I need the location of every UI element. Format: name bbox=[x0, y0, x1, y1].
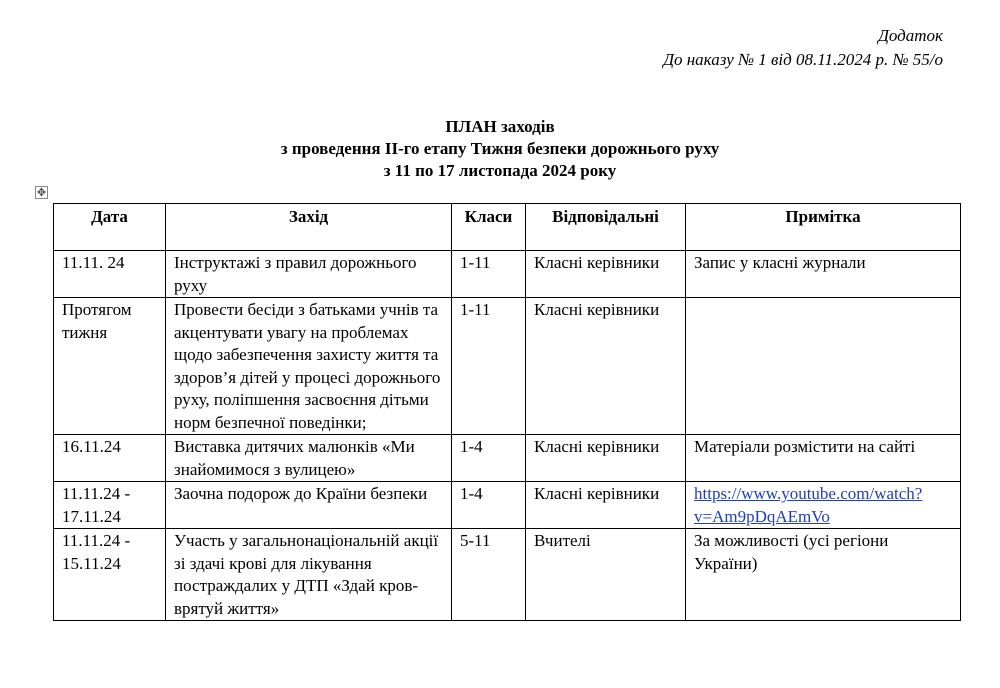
cell-note: За можливості (усі регіони України) bbox=[686, 529, 961, 621]
document-title bbox=[0, 116, 1000, 182]
header-responsible: Відповідальні bbox=[526, 204, 686, 251]
table-row bbox=[54, 435, 961, 482]
video-link[interactable]: https://www.youtube.com/watch?v=Am9pDqAEmVo bbox=[694, 484, 923, 526]
cell-event: Провести бесіди з батьками учнів та акцентувати увагу на проблемах щодо забезпечення захисту життя та здоров’я дітей у процесі дорожнього руху, поліпшення засвоєння дітьми норм безпечної поведінки; bbox=[166, 298, 452, 435]
table-row bbox=[54, 251, 961, 298]
cell-note: Матеріали розмістити на сайті bbox=[686, 435, 961, 482]
cell-note bbox=[686, 298, 961, 435]
header-event: Захід bbox=[166, 204, 452, 251]
table-row bbox=[54, 482, 961, 529]
table-row bbox=[54, 529, 961, 621]
header-classes: Класи bbox=[452, 204, 526, 251]
cell-date: 11.11.24 - 15.11.24 bbox=[54, 529, 166, 621]
cell-date: 11.11.24 - 17.11.24 bbox=[54, 482, 166, 529]
cell-note bbox=[686, 482, 961, 529]
plan-table bbox=[53, 203, 961, 621]
table-row bbox=[54, 298, 961, 435]
cell-responsible: Класні керівники bbox=[526, 435, 686, 482]
cell-classes: 1-11 bbox=[452, 298, 526, 435]
cell-responsible: Класні керівники bbox=[526, 298, 686, 435]
cell-date: 11.11. 24 bbox=[54, 251, 166, 298]
cell-event: Заочна подорож до Країни безпеки bbox=[166, 482, 452, 529]
cell-responsible: Вчителі bbox=[526, 529, 686, 621]
title-line-1: ПЛАН заходів bbox=[445, 117, 555, 136]
order-reference: До наказу № 1 від 08.11.2024 р. № 55/о bbox=[663, 50, 943, 69]
appendix-label: Додаток bbox=[878, 26, 943, 45]
title-line-2: з проведення ІІ-го етапу Тижня безпеки дорожнього руху bbox=[280, 139, 720, 158]
cell-classes: 1-4 bbox=[452, 482, 526, 529]
four-arrows-move-icon[interactable]: ✥ bbox=[36, 186, 47, 199]
cell-event: Виставка дитячих малюнків «Ми знайомимося з вулицею» bbox=[166, 435, 452, 482]
header-note: Примітка bbox=[686, 204, 961, 251]
cell-date: Протягом тижня bbox=[54, 298, 166, 435]
cell-classes: 1-4 bbox=[452, 435, 526, 482]
cell-classes: 5-11 bbox=[452, 529, 526, 621]
cell-event: Участь у загальнонаціональній акції зі здачі крові для лікування постраждалих у ДТП «Здай кров-врятуй життя» bbox=[166, 529, 452, 621]
appendix-header bbox=[663, 24, 943, 72]
cell-responsible: Класні керівники bbox=[526, 251, 686, 298]
cell-responsible: Класні керівники bbox=[526, 482, 686, 529]
table-header-row bbox=[54, 204, 961, 251]
cell-date: 16.11.24 bbox=[54, 435, 166, 482]
cell-classes: 1-11 bbox=[452, 251, 526, 298]
cell-event: Інструктажі з правил дорожнього руху bbox=[166, 251, 452, 298]
title-line-3: з 11 по 17 листопада 2024 року bbox=[383, 161, 617, 180]
cell-note: Запис у класні журнали bbox=[686, 251, 961, 298]
header-date: Дата bbox=[54, 204, 166, 251]
